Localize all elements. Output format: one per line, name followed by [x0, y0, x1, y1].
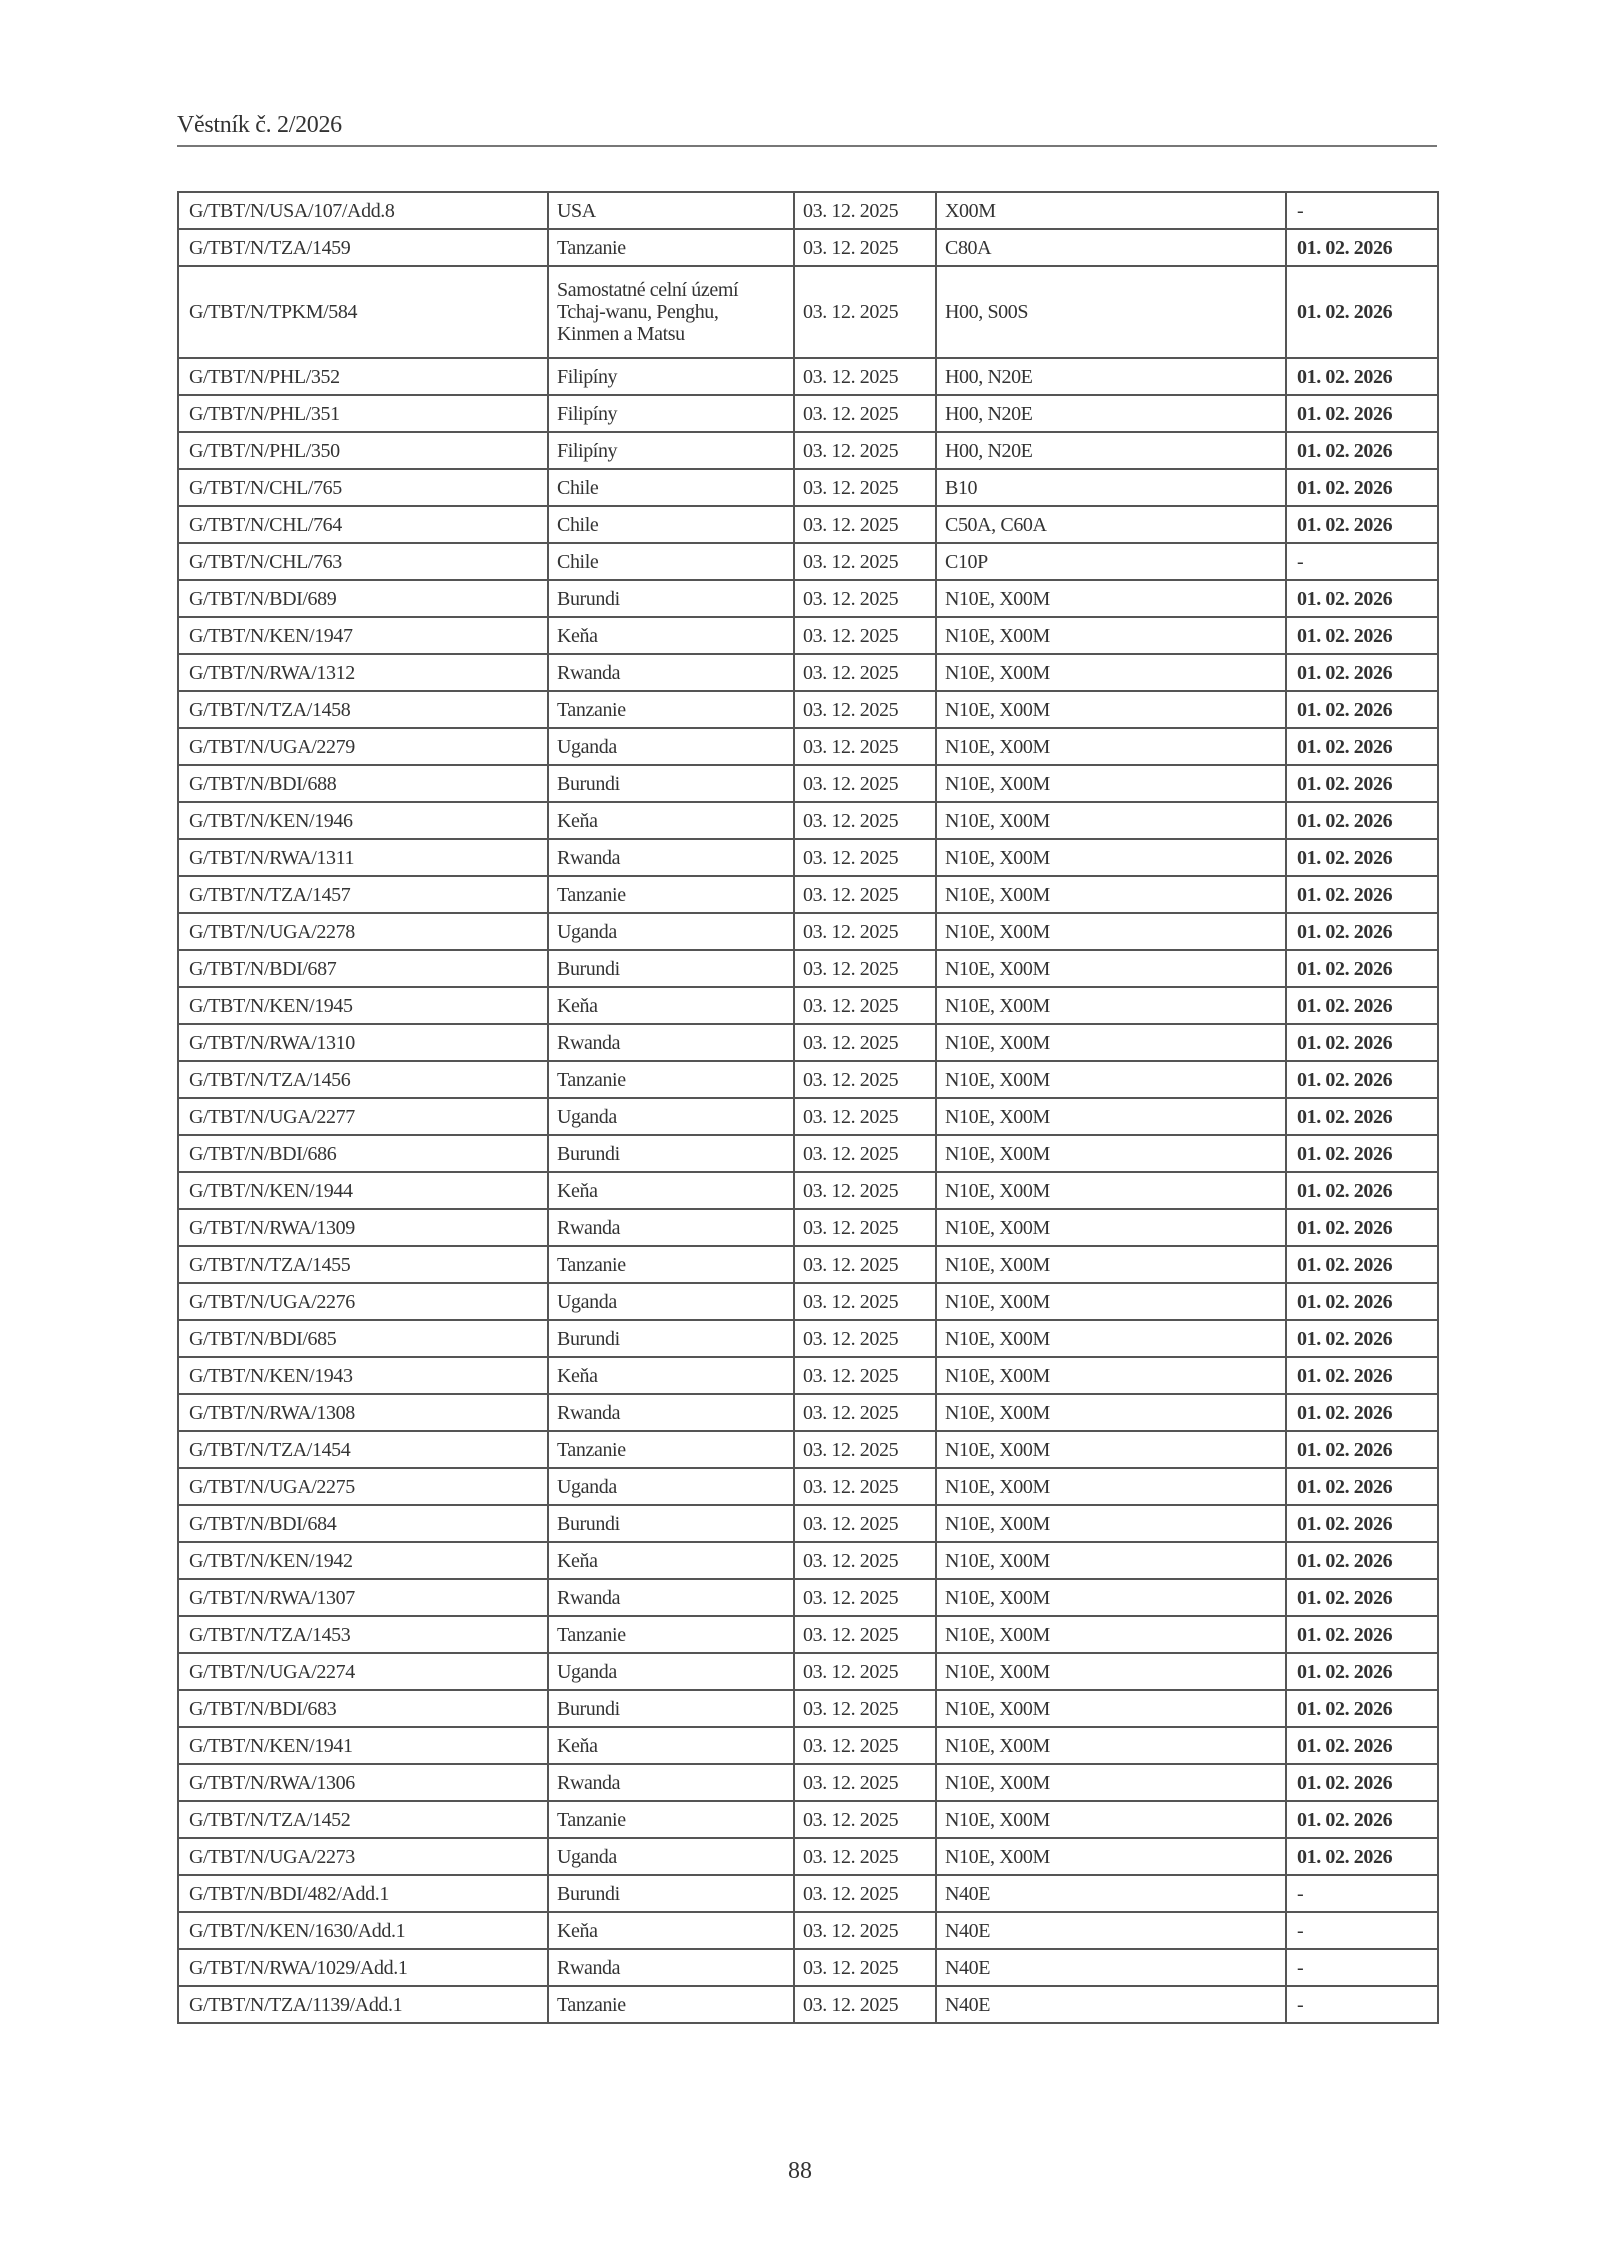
comment-deadline: 01. 02. 2026: [1286, 395, 1438, 432]
member-name: Rwanda: [548, 1394, 794, 1431]
table-row: [178, 654, 1438, 691]
notification-symbol: G/TBT/N/BDI/686: [178, 1135, 548, 1172]
notification-symbol: G/TBT/N/TZA/1456: [178, 1061, 548, 1098]
product-codes: N40E: [936, 1949, 1286, 1986]
notification-symbol: G/TBT/N/UGA/2274: [178, 1653, 548, 1690]
product-codes: N10E, X00M: [936, 1838, 1286, 1875]
table-row: [178, 1875, 1438, 1912]
notification-symbol: G/TBT/N/UGA/2279: [178, 728, 548, 765]
notification-symbol: G/TBT/N/RWA/1307: [178, 1579, 548, 1616]
notification-date: 03. 12. 2025: [794, 1172, 936, 1209]
notification-symbol: G/TBT/N/BDI/684: [178, 1505, 548, 1542]
notification-symbol: G/TBT/N/USA/107/Add.8: [178, 192, 548, 229]
notification-symbol: G/TBT/N/TZA/1139/Add.1: [178, 1986, 548, 2023]
product-codes: N10E, X00M: [936, 950, 1286, 987]
member-name: Burundi: [548, 1135, 794, 1172]
product-codes: N10E, X00M: [936, 1172, 1286, 1209]
table-row: [178, 1949, 1438, 1986]
member-name: Burundi: [548, 950, 794, 987]
table-row: [178, 580, 1438, 617]
comment-deadline: 01. 02. 2026: [1286, 987, 1438, 1024]
notification-symbol: G/TBT/N/PHL/351: [178, 395, 548, 432]
member-name: Keňa: [548, 987, 794, 1024]
comment-deadline: 01. 02. 2026: [1286, 1431, 1438, 1468]
table-row: [178, 1468, 1438, 1505]
table-row: [178, 1986, 1438, 2023]
table-row: [178, 617, 1438, 654]
table-row: [178, 913, 1438, 950]
member-name: Chile: [548, 469, 794, 506]
table-row: [178, 506, 1438, 543]
notification-symbol: G/TBT/N/RWA/1029/Add.1: [178, 1949, 548, 1986]
product-codes: N10E, X00M: [936, 1024, 1286, 1061]
product-codes: N10E, X00M: [936, 1061, 1286, 1098]
notification-date: 03. 12. 2025: [794, 432, 936, 469]
member-name: Keňa: [548, 802, 794, 839]
notification-symbol: G/TBT/N/KEN/1947: [178, 617, 548, 654]
member-name: Uganda: [548, 1098, 794, 1135]
comment-deadline: 01. 02. 2026: [1286, 1357, 1438, 1394]
notification-symbol: G/TBT/N/BDI/688: [178, 765, 548, 802]
notification-symbol: G/TBT/N/PHL/350: [178, 432, 548, 469]
product-codes: C50A, C60A: [936, 506, 1286, 543]
product-codes: N10E, X00M: [936, 1690, 1286, 1727]
table-row: [178, 229, 1438, 266]
table-row: [178, 1616, 1438, 1653]
table-row: [178, 950, 1438, 987]
notification-date: 03. 12. 2025: [794, 839, 936, 876]
notification-symbol: G/TBT/N/TPKM/584: [178, 266, 548, 358]
notification-symbol: G/TBT/N/KEN/1630/Add.1: [178, 1912, 548, 1949]
comment-deadline: 01. 02. 2026: [1286, 802, 1438, 839]
product-codes: H00, N20E: [936, 432, 1286, 469]
product-codes: N10E, X00M: [936, 617, 1286, 654]
table-row: [178, 432, 1438, 469]
product-codes: N10E, X00M: [936, 580, 1286, 617]
product-codes: N10E, X00M: [936, 691, 1286, 728]
table-row: [178, 1061, 1438, 1098]
notification-date: 03. 12. 2025: [794, 802, 936, 839]
product-codes: N10E, X00M: [936, 1653, 1286, 1690]
member-name: Burundi: [548, 580, 794, 617]
comment-deadline: 01. 02. 2026: [1286, 1135, 1438, 1172]
member-name: Filipíny: [548, 432, 794, 469]
header-divider: [177, 145, 1437, 147]
member-name: Tanzanie: [548, 1061, 794, 1098]
member-name: Chile: [548, 506, 794, 543]
comment-deadline: 01. 02. 2026: [1286, 432, 1438, 469]
product-codes: N10E, X00M: [936, 1431, 1286, 1468]
product-codes: N10E, X00M: [936, 1505, 1286, 1542]
notification-symbol: G/TBT/N/TZA/1455: [178, 1246, 548, 1283]
comment-deadline: -: [1286, 543, 1438, 580]
notification-date: 03. 12. 2025: [794, 765, 936, 802]
product-codes: N10E, X00M: [936, 876, 1286, 913]
table-row: [178, 1505, 1438, 1542]
notification-symbol: G/TBT/N/BDI/482/Add.1: [178, 1875, 548, 1912]
comment-deadline: 01. 02. 2026: [1286, 1061, 1438, 1098]
comment-deadline: 01. 02. 2026: [1286, 1727, 1438, 1764]
table-row: [178, 1172, 1438, 1209]
table-row: [178, 1320, 1438, 1357]
notification-date: 03. 12. 2025: [794, 358, 936, 395]
notification-date: 03. 12. 2025: [794, 1024, 936, 1061]
product-codes: N10E, X00M: [936, 1283, 1286, 1320]
comment-deadline: 01. 02. 2026: [1286, 1653, 1438, 1690]
table-row: [178, 765, 1438, 802]
member-name: Tanzanie: [548, 1986, 794, 2023]
product-codes: N40E: [936, 1875, 1286, 1912]
table-row: [178, 691, 1438, 728]
comment-deadline: 01. 02. 2026: [1286, 580, 1438, 617]
member-name: Rwanda: [548, 654, 794, 691]
notification-symbol: G/TBT/N/BDI/683: [178, 1690, 548, 1727]
member-name: Uganda: [548, 1653, 794, 1690]
notification-date: 03. 12. 2025: [794, 987, 936, 1024]
notification-date: 03. 12. 2025: [794, 1246, 936, 1283]
notification-date: 03. 12. 2025: [794, 192, 936, 229]
notification-date: 03. 12. 2025: [794, 1542, 936, 1579]
comment-deadline: -: [1286, 192, 1438, 229]
comment-deadline: -: [1286, 1875, 1438, 1912]
comment-deadline: -: [1286, 1949, 1438, 1986]
member-name: Keňa: [548, 1357, 794, 1394]
product-codes: N10E, X00M: [936, 839, 1286, 876]
notification-date: 03. 12. 2025: [794, 1357, 936, 1394]
notification-date: 03. 12. 2025: [794, 1505, 936, 1542]
notification-date: 03. 12. 2025: [794, 1616, 936, 1653]
comment-deadline: -: [1286, 1912, 1438, 1949]
product-codes: N10E, X00M: [936, 1357, 1286, 1394]
member-name: Chile: [548, 543, 794, 580]
notification-date: 03. 12. 2025: [794, 1135, 936, 1172]
notification-date: 03. 12. 2025: [794, 543, 936, 580]
table-row: [178, 395, 1438, 432]
notification-date: 03. 12. 2025: [794, 266, 936, 358]
table-row: [178, 987, 1438, 1024]
comment-deadline: 01. 02. 2026: [1286, 266, 1438, 358]
member-name: Rwanda: [548, 1949, 794, 1986]
table-row: [178, 876, 1438, 913]
member-name: Uganda: [548, 913, 794, 950]
notification-symbol: G/TBT/N/TZA/1458: [178, 691, 548, 728]
comment-deadline: 01. 02. 2026: [1286, 1801, 1438, 1838]
member-name: Tanzanie: [548, 1801, 794, 1838]
comment-deadline: 01. 02. 2026: [1286, 913, 1438, 950]
product-codes: N10E, X00M: [936, 1135, 1286, 1172]
product-codes: H00, S00S: [936, 266, 1286, 358]
table-row: [178, 1542, 1438, 1579]
notification-date: 03. 12. 2025: [794, 1838, 936, 1875]
notification-symbol: G/TBT/N/BDI/685: [178, 1320, 548, 1357]
comment-deadline: 01. 02. 2026: [1286, 1394, 1438, 1431]
product-codes: N10E, X00M: [936, 1209, 1286, 1246]
member-name: Uganda: [548, 1838, 794, 1875]
notification-date: 03. 12. 2025: [794, 950, 936, 987]
member-name: Filipíny: [548, 395, 794, 432]
product-codes: C10P: [936, 543, 1286, 580]
member-name: Samostatné celní území Tchaj-wanu, Penghu, Kinmen a Matsu: [548, 266, 794, 358]
member-name: Keňa: [548, 1727, 794, 1764]
notification-symbol: G/TBT/N/KEN/1941: [178, 1727, 548, 1764]
table-row: [178, 839, 1438, 876]
notification-date: 03. 12. 2025: [794, 1061, 936, 1098]
notification-date: 03. 12. 2025: [794, 1209, 936, 1246]
notification-symbol: G/TBT/N/KEN/1945: [178, 987, 548, 1024]
product-codes: B10: [936, 469, 1286, 506]
product-codes: N10E, X00M: [936, 728, 1286, 765]
member-name: USA: [548, 192, 794, 229]
table-row: [178, 1727, 1438, 1764]
comment-deadline: 01. 02. 2026: [1286, 1209, 1438, 1246]
product-codes: N10E, X00M: [936, 1727, 1286, 1764]
notification-date: 03. 12. 2025: [794, 654, 936, 691]
comment-deadline: 01. 02. 2026: [1286, 765, 1438, 802]
table-row: [178, 1357, 1438, 1394]
table-row: [178, 358, 1438, 395]
notification-symbol: G/TBT/N/UGA/2277: [178, 1098, 548, 1135]
notification-symbol: G/TBT/N/RWA/1310: [178, 1024, 548, 1061]
comment-deadline: 01. 02. 2026: [1286, 469, 1438, 506]
table-row: [178, 543, 1438, 580]
comment-deadline: 01. 02. 2026: [1286, 1283, 1438, 1320]
notification-symbol: G/TBT/N/RWA/1306: [178, 1764, 548, 1801]
table-row: [178, 1394, 1438, 1431]
product-codes: N10E, X00M: [936, 1616, 1286, 1653]
table-row: [178, 1579, 1438, 1616]
notification-date: 03. 12. 2025: [794, 1801, 936, 1838]
notification-symbol: G/TBT/N/CHL/764: [178, 506, 548, 543]
table-row: [178, 1801, 1438, 1838]
table-row: [178, 1690, 1438, 1727]
notification-date: 03. 12. 2025: [794, 1431, 936, 1468]
notification-symbol: G/TBT/N/TZA/1454: [178, 1431, 548, 1468]
notification-symbol: G/TBT/N/BDI/689: [178, 580, 548, 617]
product-codes: N10E, X00M: [936, 654, 1286, 691]
comment-deadline: 01. 02. 2026: [1286, 839, 1438, 876]
comment-deadline: 01. 02. 2026: [1286, 1098, 1438, 1135]
notification-date: 03. 12. 2025: [794, 229, 936, 266]
product-codes: N10E, X00M: [936, 987, 1286, 1024]
table-row: [178, 192, 1438, 229]
notification-symbol: G/TBT/N/UGA/2273: [178, 1838, 548, 1875]
member-name: Keňa: [548, 1912, 794, 1949]
product-codes: N10E, X00M: [936, 1246, 1286, 1283]
table-row: [178, 1135, 1438, 1172]
table-row: [178, 1912, 1438, 1949]
comment-deadline: 01. 02. 2026: [1286, 691, 1438, 728]
notification-date: 03. 12. 2025: [794, 913, 936, 950]
product-codes: N40E: [936, 1986, 1286, 2023]
notification-date: 03. 12. 2025: [794, 1653, 936, 1690]
notification-symbol: G/TBT/N/TZA/1457: [178, 876, 548, 913]
member-name: Tanzanie: [548, 1616, 794, 1653]
notification-symbol: G/TBT/N/RWA/1308: [178, 1394, 548, 1431]
member-name: Burundi: [548, 1505, 794, 1542]
product-codes: N10E, X00M: [936, 1764, 1286, 1801]
comment-deadline: 01. 02. 2026: [1286, 1505, 1438, 1542]
notifications-table: [177, 191, 1439, 2024]
notification-symbol: G/TBT/N/KEN/1943: [178, 1357, 548, 1394]
comment-deadline: 01. 02. 2026: [1286, 1320, 1438, 1357]
notification-date: 03. 12. 2025: [794, 1986, 936, 2023]
member-name: Burundi: [548, 1690, 794, 1727]
notification-symbol: G/TBT/N/UGA/2276: [178, 1283, 548, 1320]
member-name: Rwanda: [548, 1024, 794, 1061]
member-name: Uganda: [548, 728, 794, 765]
notification-date: 03. 12. 2025: [794, 1320, 936, 1357]
table-row: [178, 469, 1438, 506]
comment-deadline: 01. 02. 2026: [1286, 617, 1438, 654]
member-name: Rwanda: [548, 1764, 794, 1801]
product-codes: N10E, X00M: [936, 913, 1286, 950]
comment-deadline: 01. 02. 2026: [1286, 1579, 1438, 1616]
comment-deadline: -: [1286, 1986, 1438, 2023]
notification-symbol: G/TBT/N/BDI/687: [178, 950, 548, 987]
notification-date: 03. 12. 2025: [794, 1727, 936, 1764]
table-row: [178, 728, 1438, 765]
running-header: Věstník č. 2/2026: [177, 112, 342, 138]
member-name: Tanzanie: [548, 1431, 794, 1468]
product-codes: N10E, X00M: [936, 1098, 1286, 1135]
notification-symbol: G/TBT/N/KEN/1942: [178, 1542, 548, 1579]
product-codes: N10E, X00M: [936, 1579, 1286, 1616]
member-name: Filipíny: [548, 358, 794, 395]
notification-date: 03. 12. 2025: [794, 1579, 936, 1616]
comment-deadline: 01. 02. 2026: [1286, 1838, 1438, 1875]
notification-symbol: G/TBT/N/RWA/1311: [178, 839, 548, 876]
notification-symbol: G/TBT/N/UGA/2275: [178, 1468, 548, 1505]
member-name: Keňa: [548, 1172, 794, 1209]
notification-symbol: G/TBT/N/KEN/1944: [178, 1172, 548, 1209]
product-codes: X00M: [936, 192, 1286, 229]
notification-date: 03. 12. 2025: [794, 1098, 936, 1135]
notification-date: 03. 12. 2025: [794, 1764, 936, 1801]
notification-symbol: G/TBT/N/KEN/1946: [178, 802, 548, 839]
notification-date: 03. 12. 2025: [794, 1875, 936, 1912]
notification-date: 03. 12. 2025: [794, 395, 936, 432]
member-name: Rwanda: [548, 1579, 794, 1616]
notification-date: 03. 12. 2025: [794, 580, 936, 617]
comment-deadline: 01. 02. 2026: [1286, 654, 1438, 691]
product-codes: H00, N20E: [936, 358, 1286, 395]
product-codes: N10E, X00M: [936, 1468, 1286, 1505]
member-name: Tanzanie: [548, 691, 794, 728]
notification-date: 03. 12. 2025: [794, 728, 936, 765]
notification-date: 03. 12. 2025: [794, 469, 936, 506]
comment-deadline: 01. 02. 2026: [1286, 1542, 1438, 1579]
table-row: [178, 1764, 1438, 1801]
product-codes: C80A: [936, 229, 1286, 266]
notification-date: 03. 12. 2025: [794, 691, 936, 728]
notification-symbol: G/TBT/N/RWA/1312: [178, 654, 548, 691]
notification-symbol: G/TBT/N/TZA/1453: [178, 1616, 548, 1653]
notification-symbol: G/TBT/N/RWA/1309: [178, 1209, 548, 1246]
comment-deadline: 01. 02. 2026: [1286, 1246, 1438, 1283]
table-row: [178, 1653, 1438, 1690]
comment-deadline: 01. 02. 2026: [1286, 358, 1438, 395]
member-name: Rwanda: [548, 839, 794, 876]
table-row: [178, 1209, 1438, 1246]
member-name: Tanzanie: [548, 876, 794, 913]
member-name: Keňa: [548, 617, 794, 654]
notification-date: 03. 12. 2025: [794, 506, 936, 543]
notification-date: 03. 12. 2025: [794, 876, 936, 913]
notification-date: 03. 12. 2025: [794, 617, 936, 654]
product-codes: N10E, X00M: [936, 1801, 1286, 1838]
comment-deadline: 01. 02. 2026: [1286, 1468, 1438, 1505]
notification-symbol: G/TBT/N/CHL/763: [178, 543, 548, 580]
member-name: Uganda: [548, 1283, 794, 1320]
product-codes: N10E, X00M: [936, 1394, 1286, 1431]
comment-deadline: 01. 02. 2026: [1286, 506, 1438, 543]
table-row: [178, 1431, 1438, 1468]
table-row: [178, 1246, 1438, 1283]
comment-deadline: 01. 02. 2026: [1286, 1616, 1438, 1653]
member-name: Rwanda: [548, 1209, 794, 1246]
member-name: Burundi: [548, 1320, 794, 1357]
product-codes: N40E: [936, 1912, 1286, 1949]
notification-symbol: G/TBT/N/TZA/1459: [178, 229, 548, 266]
table-row: [178, 266, 1438, 358]
notification-date: 03. 12. 2025: [794, 1690, 936, 1727]
comment-deadline: 01. 02. 2026: [1286, 1172, 1438, 1209]
member-name: Uganda: [548, 1468, 794, 1505]
notification-symbol: G/TBT/N/UGA/2278: [178, 913, 548, 950]
table-row: [178, 1838, 1438, 1875]
table-row: [178, 1098, 1438, 1135]
comment-deadline: 01. 02. 2026: [1286, 1024, 1438, 1061]
notification-date: 03. 12. 2025: [794, 1912, 936, 1949]
notification-date: 03. 12. 2025: [794, 1949, 936, 1986]
table-row: [178, 802, 1438, 839]
product-codes: N10E, X00M: [936, 802, 1286, 839]
notification-date: 03. 12. 2025: [794, 1394, 936, 1431]
comment-deadline: 01. 02. 2026: [1286, 1690, 1438, 1727]
product-codes: N10E, X00M: [936, 1320, 1286, 1357]
table-row: [178, 1024, 1438, 1061]
comment-deadline: 01. 02. 2026: [1286, 1764, 1438, 1801]
comment-deadline: 01. 02. 2026: [1286, 728, 1438, 765]
member-name: Tanzanie: [548, 229, 794, 266]
notification-date: 03. 12. 2025: [794, 1283, 936, 1320]
comment-deadline: 01. 02. 2026: [1286, 950, 1438, 987]
member-name: Burundi: [548, 765, 794, 802]
product-codes: H00, N20E: [936, 395, 1286, 432]
table-row: [178, 1283, 1438, 1320]
notification-symbol: G/TBT/N/CHL/765: [178, 469, 548, 506]
member-name: Burundi: [548, 1875, 794, 1912]
product-codes: N10E, X00M: [936, 765, 1286, 802]
comment-deadline: 01. 02. 2026: [1286, 876, 1438, 913]
member-name: Tanzanie: [548, 1246, 794, 1283]
notification-symbol: G/TBT/N/TZA/1452: [178, 1801, 548, 1838]
page-number: 88: [788, 2158, 812, 2184]
notification-symbol: G/TBT/N/PHL/352: [178, 358, 548, 395]
comment-deadline: 01. 02. 2026: [1286, 229, 1438, 266]
member-name: Keňa: [548, 1542, 794, 1579]
product-codes: N10E, X00M: [936, 1542, 1286, 1579]
notification-date: 03. 12. 2025: [794, 1468, 936, 1505]
